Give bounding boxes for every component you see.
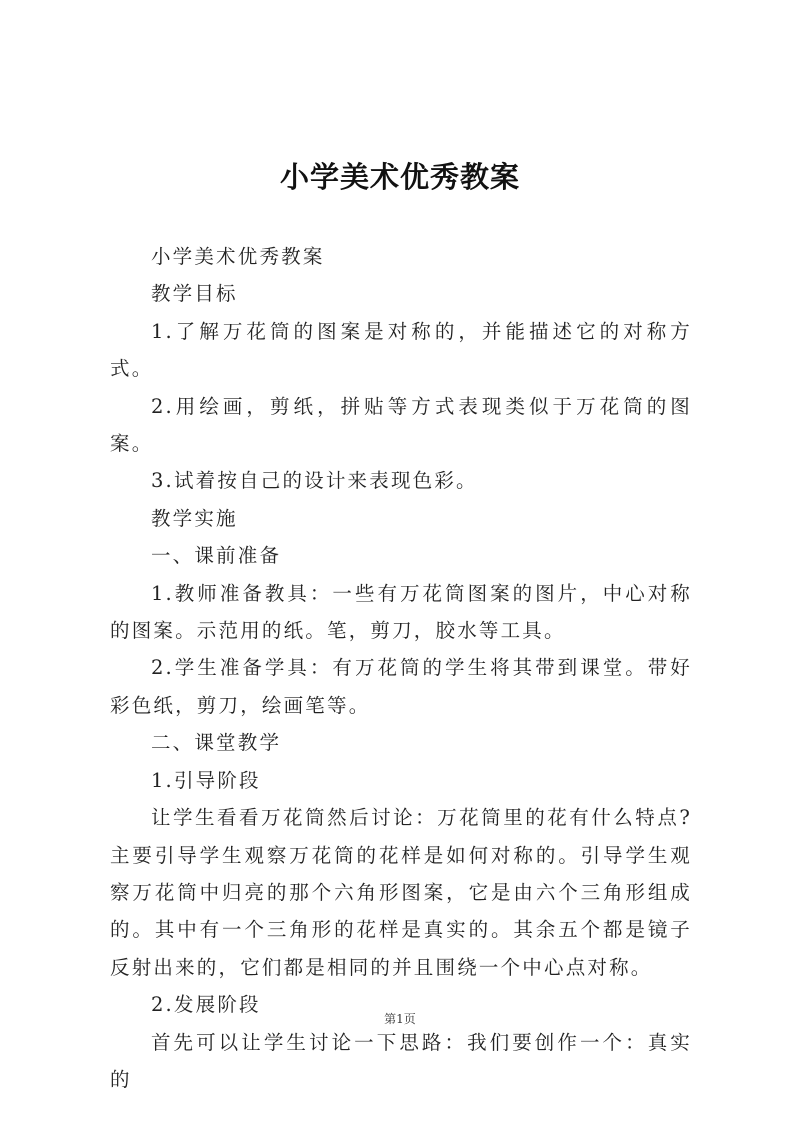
section-heading: 教学实施 — [150, 506, 238, 530]
document-body — [110, 238, 692, 1098]
paragraph: 让学生看看万花筒然后讨论：万花筒里的花有什么特点?主要引导学生观察万花筒的花样是如何对称的。引导学生观察万花筒中归亮的那个六角形图案，它是由六个三角形组成的。其中有一个三角形的花样是真实的。其余五个都是镜子反射出来的，它们都是相同的并且围绕一个中心点对称。 — [110, 806, 692, 979]
paragraph: 1.教师准备教具：一些有万花筒图案的图片，中心对称的图案。示范用的纸。笔，剪刀，胶水等工具。 — [110, 581, 692, 643]
page-number: 第1页 — [384, 1012, 416, 1026]
paragraph: 1.了解万花筒的图案是对称的，并能描述它的对称方式。 — [110, 319, 692, 381]
paragraph: 2.用绘画，剪纸，拼贴等方式表现类似于万花筒的图案。 — [110, 394, 692, 456]
section-heading: 二、课堂教学 — [150, 731, 282, 755]
paragraph: 2.学生准备学具：有万花筒的学生将其带到课堂。带好彩色纸，剪刀，绘画笔等。 — [110, 656, 692, 717]
section-heading: 一、课前准备 — [150, 544, 282, 568]
paragraph: 3.试着按自己的设计来表现色彩。 — [150, 469, 478, 493]
paragraph: 小学美术优秀教案 — [150, 245, 325, 268]
document-title: 小学美术优秀教案 — [279, 160, 520, 194]
section-heading: 2.发展阶段 — [150, 993, 261, 1017]
section-heading: 教学目标 — [150, 282, 238, 306]
section-heading: 1.引导阶段 — [150, 768, 261, 792]
paragraph: 首先可以让学生讨论一下思路：我们要创作一个：真实的 — [110, 1030, 692, 1091]
